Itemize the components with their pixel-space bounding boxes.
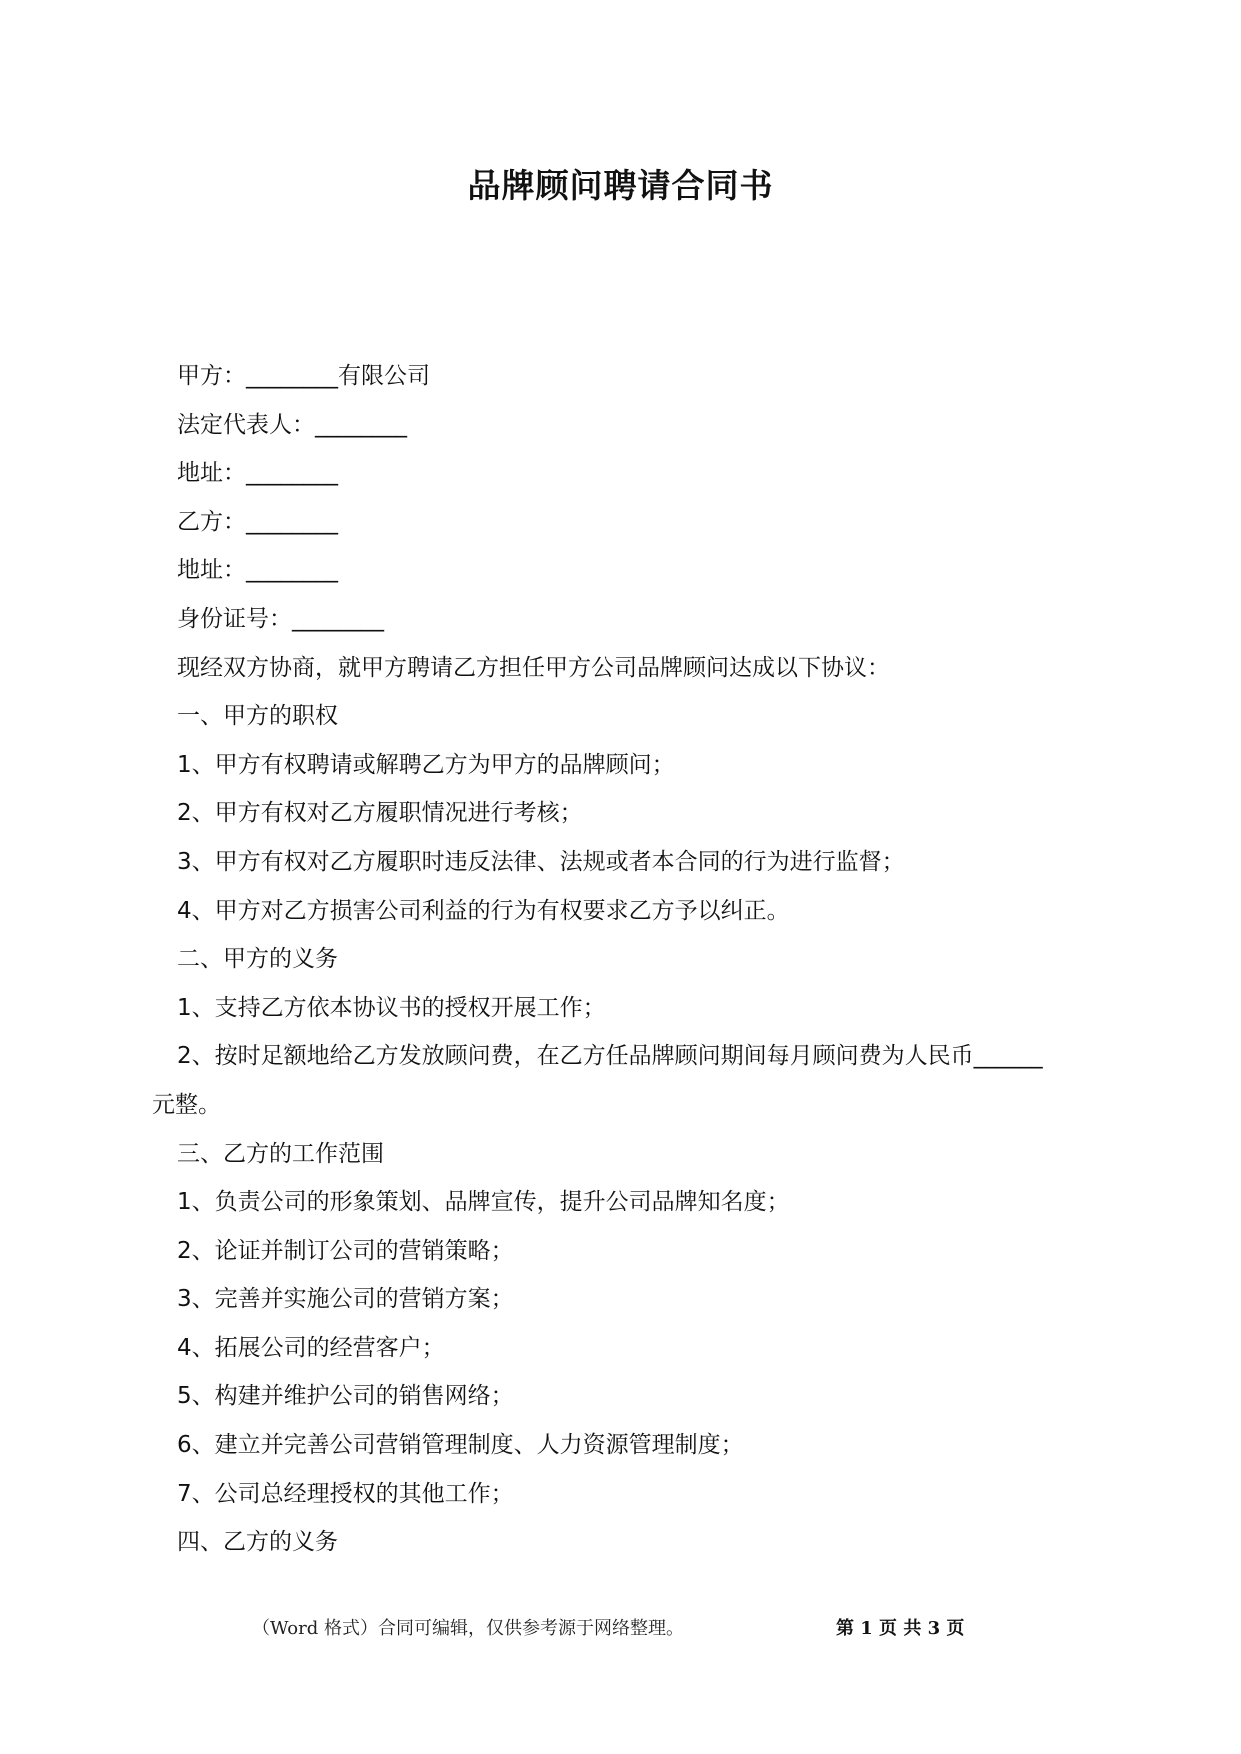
- legal-representative-line: 法定代表人：________: [177, 411, 407, 438]
- clause-line: 6、建立并完善公司营销管理制度、人力资源管理制度；: [177, 1432, 744, 1459]
- clause-line: 3、甲方有权对乙方履职时违反法律、法规或者本合同的行为进行监督；: [177, 848, 905, 875]
- section-heading: 二、甲方的义务: [177, 946, 338, 973]
- clause-line: 2、按时足额地给乙方发放顾问费，在乙方任品牌顾问期间每月顾问费为人民币______: [177, 1043, 1043, 1070]
- clause-continuation-line: 元整。: [152, 1091, 221, 1118]
- party-b-address-line: 地址：________: [177, 557, 338, 584]
- clause-line: 1、负责公司的形象策划、品牌宣传，提升公司品牌知名度；: [177, 1189, 790, 1216]
- clause-line: 4、甲方对乙方损害公司利益的行为有权要求乙方予以纠正。: [177, 897, 790, 924]
- page-footer: [0, 1614, 1241, 1644]
- clause-line: 2、甲方有权对乙方履职情况进行考核；: [177, 800, 583, 827]
- clause-line: 1、甲方有权聘请或解聘乙方为甲方的品牌顾问；: [177, 751, 675, 778]
- party-b-line: 乙方：________: [177, 508, 338, 535]
- document-title: 品牌顾问聘请合同书: [467, 166, 774, 205]
- clause-line: 4、拓展公司的经营客户；: [177, 1334, 445, 1361]
- preamble-paragraph: 现经双方协商，就甲方聘请乙方担任甲方公司品牌顾问达成以下协议：: [177, 654, 890, 681]
- party-a-address-line: 地址：________: [177, 460, 338, 487]
- document-body: [152, 352, 1092, 1567]
- section-heading: 三、乙方的工作范围: [177, 1140, 384, 1167]
- clause-line: 3、完善并实施公司的营销方案；: [177, 1286, 514, 1313]
- clause-line: 1、支持乙方依本协议书的授权开展工作；: [177, 994, 606, 1021]
- clause-line: 5、构建并维护公司的销售网络；: [177, 1383, 514, 1410]
- id-number-line: 身份证号：________: [177, 605, 384, 632]
- party-a-line: 甲方：________有限公司: [177, 363, 430, 389]
- section-heading: 一、甲方的职权: [177, 703, 338, 730]
- footer-note: （Word 格式）合同可编辑，仅供参考源于网络整理。: [252, 1618, 684, 1639]
- section-heading: 四、乙方的义务: [177, 1529, 338, 1556]
- page-number: 第 1 页 共 3 页: [836, 1618, 965, 1639]
- clause-line: 7、公司总经理授权的其他工作；: [177, 1480, 514, 1507]
- clause-line: 2、论证并制订公司的营销策略；: [177, 1237, 514, 1264]
